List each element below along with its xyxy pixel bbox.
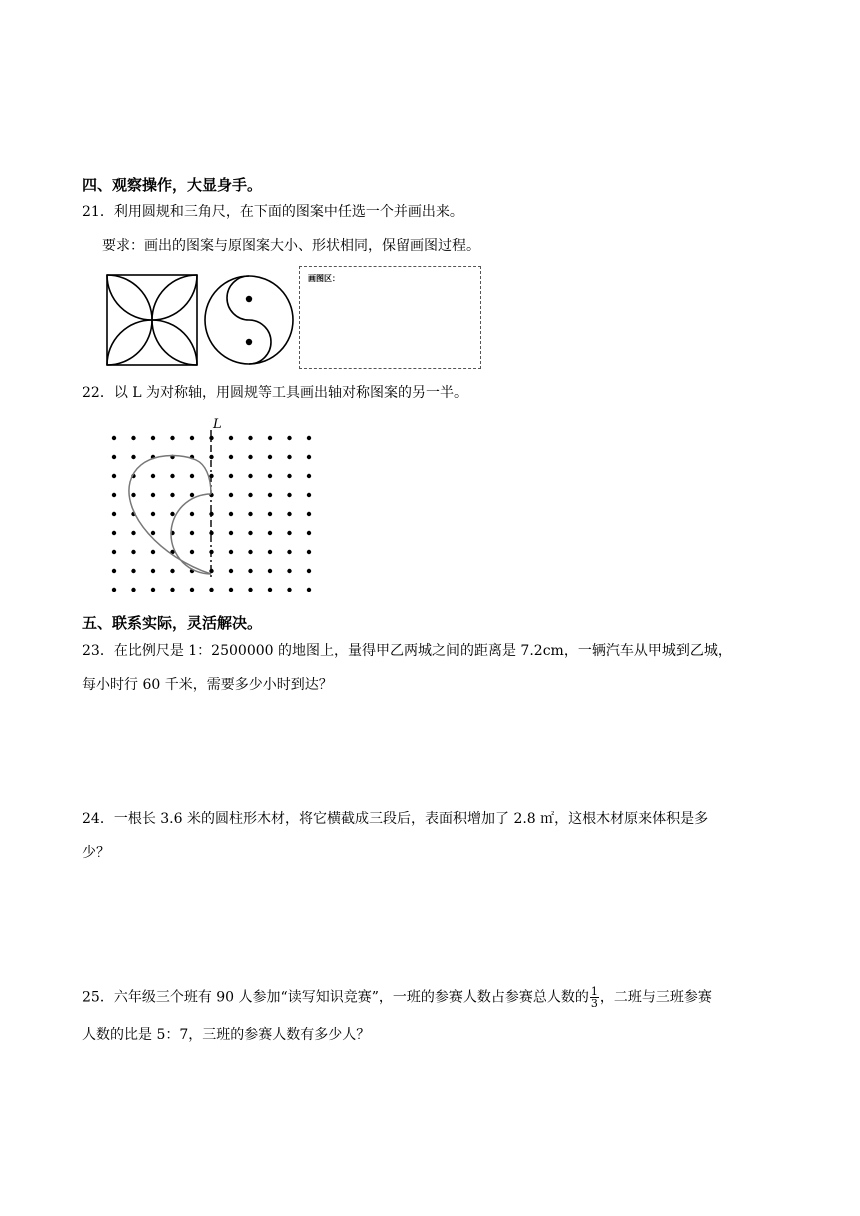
- grid-dot: [112, 493, 116, 497]
- grid-dot: [268, 512, 272, 516]
- question-25-number: 25．: [82, 989, 114, 1006]
- grid-dot: [151, 588, 155, 592]
- grid-dot: [248, 474, 252, 478]
- grid-dot: [151, 531, 155, 535]
- grid-dot: [307, 474, 311, 478]
- grid-dot: [131, 550, 135, 554]
- grid-dot: [170, 474, 174, 478]
- grid-dot: [268, 569, 272, 573]
- grid-dot: [287, 531, 291, 535]
- grid-dot: [151, 436, 155, 440]
- fraction-denominator: 3: [590, 997, 598, 1010]
- grid-dot: [287, 474, 291, 478]
- question-24-line-2: 少？: [82, 845, 110, 861]
- yin-yang-circle-figure: [202, 273, 296, 367]
- question-24-text-1: 一根长 3.6 米的圆柱形木材，将它横截成三段后，表面积增加了 2.8 ㎡，这根木材原来体积是多: [113, 811, 709, 827]
- grid-dot: [190, 550, 194, 554]
- grid-dot: [307, 569, 311, 573]
- grid-dot: [151, 512, 155, 516]
- section-4-heading: 四、观察操作，大显身手。: [82, 176, 263, 194]
- question-23-line-1: [82, 640, 732, 662]
- symmetry-dot-grid-figure: [100, 412, 330, 592]
- grid-dot: [170, 588, 174, 592]
- grid-dot: [287, 550, 291, 554]
- question-23-number: 23．: [82, 643, 114, 659]
- grid-dot: [287, 569, 291, 573]
- grid-dot: [131, 531, 135, 535]
- axis-label-l: L: [213, 417, 222, 432]
- section-5-heading: 五、联系实际，灵活解决。: [82, 614, 263, 632]
- grid-dot: [307, 531, 311, 535]
- grid-dot: [190, 436, 194, 440]
- question-25-text-1a: 六年级三个班有 90 人参加“读写知识竞赛”，一班的参赛人数占参赛总人数的: [113, 989, 589, 1006]
- drawing-area-box[interactable]: [299, 266, 481, 369]
- question-21-requirement: 要求：画出的图案与原图案大小、形状相同，保留画图过程。: [102, 238, 480, 254]
- grid-dot: [112, 588, 116, 592]
- question-21-number: 21．: [82, 204, 114, 220]
- grid-dot: [190, 474, 194, 478]
- grid-dot: [268, 455, 272, 459]
- question-24-line-1: [82, 808, 708, 830]
- grid-dot: [131, 493, 135, 497]
- grid-dot: [307, 550, 311, 554]
- grid-dot: [268, 588, 272, 592]
- grid-dot: [209, 588, 213, 592]
- grid-dot: [190, 512, 194, 516]
- grid-dot: [151, 474, 155, 478]
- question-22-text: 以 L 为对称轴，用圆规等工具画出轴对称图案的另一半。: [113, 385, 469, 401]
- question-21-text: 利用圆规和三角尺，在下面的图案中任选一个并画出来。: [113, 204, 464, 220]
- grid-dot: [268, 531, 272, 535]
- grid-dot: [307, 588, 311, 592]
- grid-dot: [287, 588, 291, 592]
- four-petal-square-figure: [104, 272, 200, 368]
- grid-dot: [170, 493, 174, 497]
- grid-dot: [307, 455, 311, 459]
- grid-dot: [268, 474, 272, 478]
- grid-dot: [268, 493, 272, 497]
- grid-dot: [268, 436, 272, 440]
- grid-dot: [229, 550, 233, 554]
- question-23-line-2: 每小时行 60 千米，需要多少小时到达？: [82, 677, 333, 693]
- grid-dot: [248, 512, 252, 516]
- grid-dot: [248, 550, 252, 554]
- grid-dot: [287, 493, 291, 497]
- grid-dot: [112, 455, 116, 459]
- question-24-number: 24．: [82, 811, 114, 827]
- question-25-line-1: [82, 986, 712, 1009]
- grid-dot: [307, 493, 311, 497]
- question-23-text-1: 在比例尺是 1：2500000 的地图上，量得甲乙两城之间的距离是 7.2cm，一辆汽车从甲城到乙城，: [113, 643, 732, 659]
- grid-dot: [248, 531, 252, 535]
- question-22-number: 22．: [82, 385, 114, 401]
- grid-dot: [151, 493, 155, 497]
- grid-dot: [248, 493, 252, 497]
- grid-dot: [287, 455, 291, 459]
- fraction-numerator: 1: [590, 985, 598, 998]
- grid-dot: [229, 493, 233, 497]
- grid-dot: [268, 550, 272, 554]
- fraction-one-third: [590, 986, 599, 1009]
- grid-dot: [229, 512, 233, 516]
- grid-dot: [112, 569, 116, 573]
- grid-dot: [307, 512, 311, 516]
- grid-dot: [287, 512, 291, 516]
- grid-dot: [190, 588, 194, 592]
- question-25-line-2: 人数的比是 5：7，三班的参赛人数有多少人？: [82, 1027, 371, 1043]
- grid-dot: [229, 474, 233, 478]
- half-figure-outer-curve: [129, 455, 211, 574]
- question-25-text-1b: ，二班与三班参赛: [599, 989, 712, 1006]
- grid-dot: [307, 436, 311, 440]
- grid-dot: [190, 531, 194, 535]
- grid-dot: [248, 588, 252, 592]
- grid-dot: [151, 569, 155, 573]
- grid-dot: [248, 455, 252, 459]
- grid-dot: [229, 569, 233, 573]
- grid-dot: [248, 569, 252, 573]
- question-22: [82, 382, 468, 404]
- grid-dot: [151, 550, 155, 554]
- grid-dot: [112, 550, 116, 554]
- drawing-area-label: 画图区：: [308, 274, 340, 283]
- grid-dot: [112, 474, 116, 478]
- grid-dot: [112, 512, 116, 516]
- grid-dot: [131, 588, 135, 592]
- grid-dot: [131, 569, 135, 573]
- grid-dot: [170, 512, 174, 516]
- grid-dot: [190, 493, 194, 497]
- grid-dot: [170, 569, 174, 573]
- grid-dot: [229, 436, 233, 440]
- grid-dot: [131, 455, 135, 459]
- question-21: [82, 201, 464, 223]
- grid-dot: [248, 436, 252, 440]
- grid-dot: [229, 588, 233, 592]
- grid-dot: [131, 436, 135, 440]
- grid-dot: [287, 436, 291, 440]
- grid-dot: [112, 531, 116, 535]
- grid-dot: [229, 531, 233, 535]
- grid-dot: [112, 436, 116, 440]
- grid-dot: [229, 455, 233, 459]
- grid-dot: [170, 436, 174, 440]
